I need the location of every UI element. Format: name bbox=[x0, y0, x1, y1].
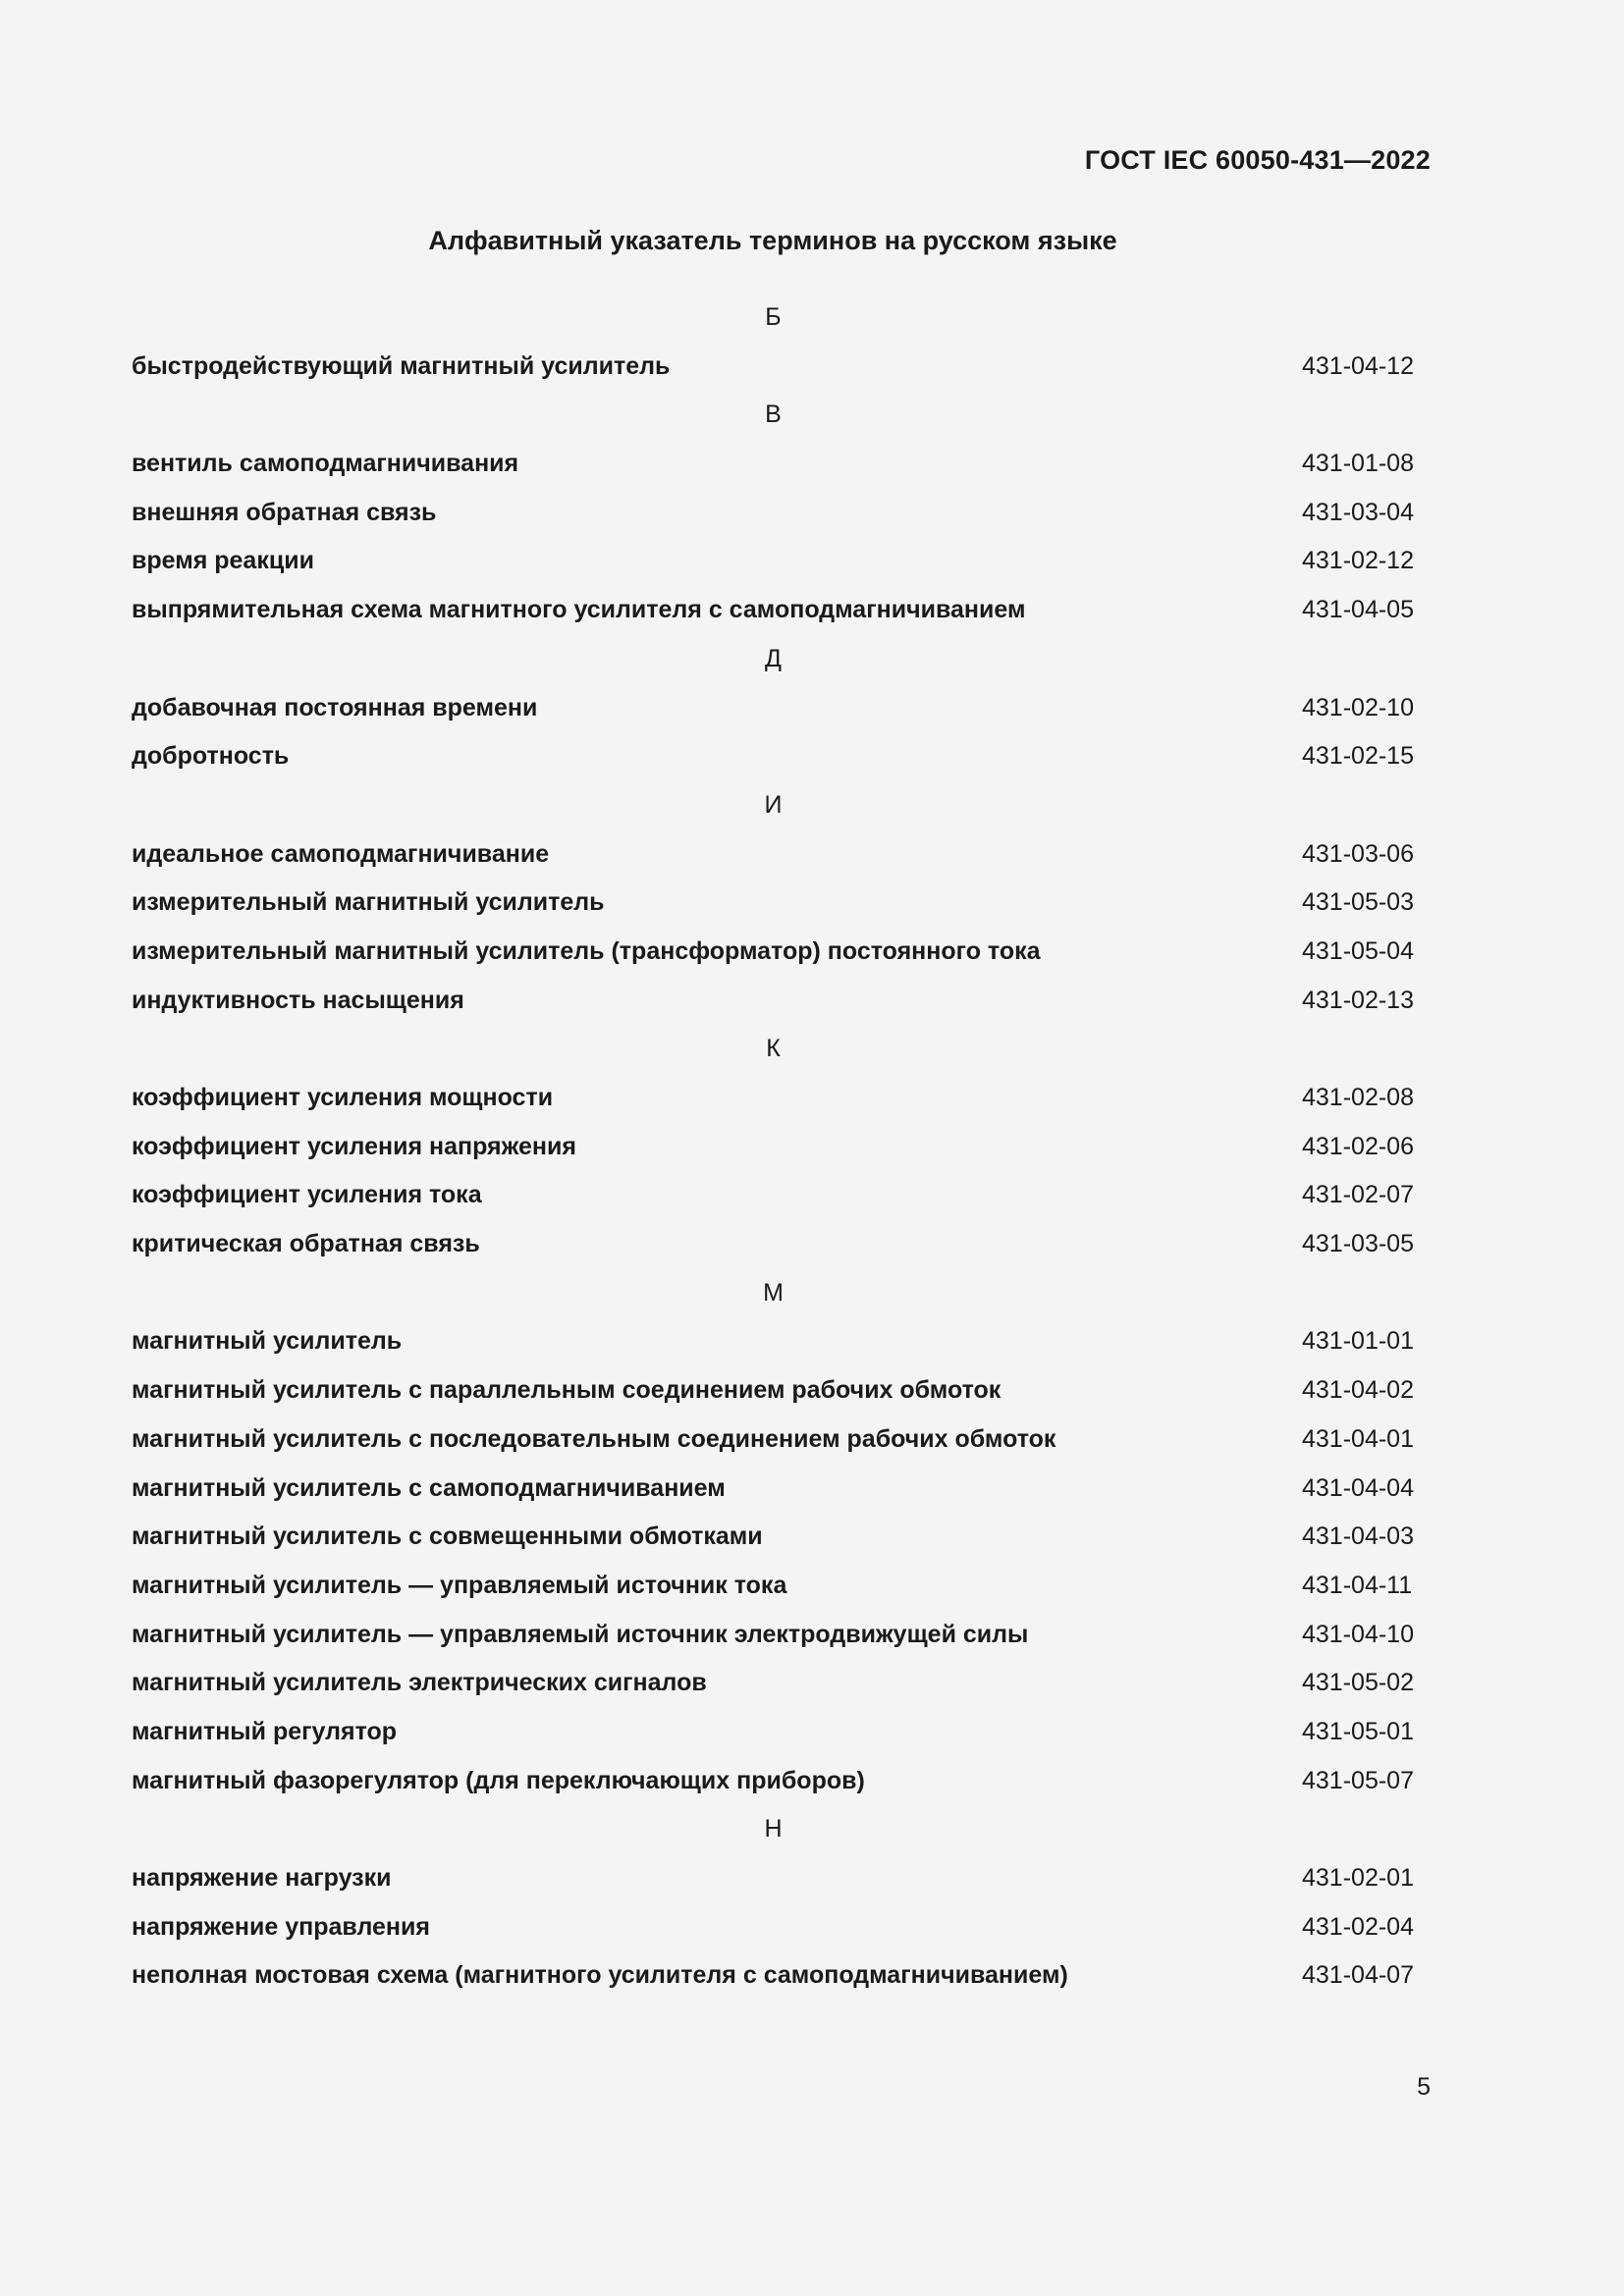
index-entry bbox=[132, 1712, 1415, 1761]
entry-code: 431-05-01 bbox=[1302, 1717, 1414, 1745]
section-letter: Б bbox=[765, 303, 782, 331]
entry-code: 431-01-01 bbox=[1302, 1327, 1414, 1356]
entry-code: 431-01-08 bbox=[1302, 450, 1414, 478]
entry-term: внешняя обратная связь bbox=[132, 498, 437, 526]
entry-code: 431-05-02 bbox=[1302, 1669, 1414, 1697]
entry-code: 431-02-04 bbox=[1302, 1912, 1414, 1941]
entry-term: магнитный усилитель с самоподмагничиванием bbox=[132, 1473, 726, 1502]
page-number: 5 bbox=[1417, 2073, 1431, 2101]
entry-term: коэффициент усиления мощности bbox=[132, 1084, 554, 1111]
entry-code: 431-03-04 bbox=[1302, 498, 1414, 526]
entry-term: магнитный фазорегулятор (для переключающих приборов) bbox=[132, 1766, 865, 1794]
section-letter: Д bbox=[765, 644, 782, 672]
section-letter: Н bbox=[764, 1815, 783, 1843]
entry-term: измерительный магнитный усилитель bbox=[132, 888, 605, 917]
entry-code: 431-02-07 bbox=[1302, 1181, 1414, 1209]
entry-code: 431-04-05 bbox=[1302, 596, 1414, 624]
entry-term: идеальное самоподмагничивание bbox=[132, 839, 550, 868]
entry-code: 431-04-03 bbox=[1302, 1522, 1414, 1551]
entry-code: 431-04-04 bbox=[1302, 1473, 1414, 1502]
entry-term: магнитный регулятор bbox=[132, 1717, 398, 1745]
entry-term: индуктивность насыщения bbox=[132, 986, 464, 1014]
entry-term: время реакции bbox=[132, 547, 314, 575]
entry-code: 431-02-01 bbox=[1302, 1864, 1414, 1892]
index-entry bbox=[132, 1078, 1415, 1127]
entry-code: 431-02-15 bbox=[1302, 742, 1414, 771]
entry-term: коэффициент усиления напряжения bbox=[132, 1132, 576, 1160]
index-entry bbox=[132, 981, 1415, 1030]
entry-term: магнитный усилитель с параллельным соединением рабочих обмоток bbox=[132, 1376, 1001, 1405]
entry-term: критическая обратная связь bbox=[132, 1230, 480, 1258]
entry-code: 431-04-02 bbox=[1302, 1376, 1414, 1405]
index-entry bbox=[132, 1419, 1415, 1468]
entry-code: 431-04-01 bbox=[1302, 1424, 1414, 1453]
index-entry bbox=[132, 932, 1415, 981]
entry-term: добротность bbox=[132, 742, 290, 771]
index-entry bbox=[132, 444, 1415, 493]
entry-code: 431-02-10 bbox=[1302, 693, 1414, 721]
entry-term: неполная мостовая схема (магнитного усилителя с самоподмагничиванием) bbox=[132, 1961, 1068, 1990]
index-title: Алфавитный указатель терминов на русском языке bbox=[428, 226, 1117, 255]
entry-code: 431-02-13 bbox=[1302, 986, 1414, 1014]
entry-code: 431-02-08 bbox=[1302, 1084, 1414, 1111]
entry-code: 431-02-06 bbox=[1302, 1132, 1414, 1160]
entry-code: 431-04-11 bbox=[1302, 1571, 1413, 1599]
index-entry bbox=[132, 541, 1415, 590]
index-entry bbox=[132, 1858, 1415, 1907]
entry-code: 431-04-12 bbox=[1302, 351, 1414, 380]
entry-term: магнитный усилитель электрических сигналов bbox=[132, 1669, 707, 1697]
index-entry bbox=[132, 1468, 1415, 1518]
index-entry bbox=[132, 736, 1415, 785]
section-letter: К bbox=[766, 1035, 781, 1063]
entry-term: коэффициент усиления тока bbox=[132, 1181, 482, 1209]
index-entry bbox=[132, 1175, 1415, 1224]
index-entry bbox=[132, 882, 1415, 932]
index-entry bbox=[132, 347, 1415, 396]
index-entry bbox=[132, 1370, 1415, 1419]
entry-term: выпрямительная схема магнитного усилителя с самоподмагничиванием bbox=[132, 596, 1026, 624]
index-entry bbox=[132, 590, 1415, 639]
entry-term: магнитный усилитель с последовательным соединением рабочих обмоток bbox=[132, 1424, 1056, 1453]
entry-term: напряжение нагрузки bbox=[132, 1864, 392, 1892]
entry-term: быстродействующий магнитный усилитель bbox=[132, 351, 671, 380]
entry-code: 431-03-06 bbox=[1302, 839, 1414, 868]
index-entry bbox=[132, 1955, 1415, 2004]
index-entry bbox=[132, 1663, 1415, 1712]
entry-term: магнитный усилитель — управляемый источник тока bbox=[132, 1571, 787, 1599]
entry-term: добавочная постоянная времени bbox=[132, 693, 538, 721]
term-index bbox=[132, 297, 1415, 2004]
index-entry bbox=[132, 1224, 1415, 1273]
section-letter: М bbox=[763, 1278, 784, 1307]
entry-code: 431-04-10 bbox=[1302, 1620, 1414, 1648]
entry-term: магнитный усилитель bbox=[132, 1327, 403, 1356]
index-entry bbox=[132, 834, 1415, 883]
entry-term: измерительный магнитный усилитель (трансформатор) постоянного тока bbox=[132, 936, 1041, 965]
index-entry bbox=[132, 493, 1415, 542]
entry-term: магнитный усилитель — управляемый источник электродвижущей силы bbox=[132, 1620, 1029, 1648]
index-entry bbox=[132, 1907, 1415, 1956]
entry-code: 431-05-07 bbox=[1302, 1766, 1414, 1794]
entry-term: магнитный усилитель с совмещенными обмотками bbox=[132, 1522, 763, 1551]
index-entry bbox=[132, 1517, 1415, 1566]
index-entry bbox=[132, 1566, 1415, 1615]
entry-code: 431-02-12 bbox=[1302, 547, 1414, 575]
index-entry bbox=[132, 688, 1415, 737]
entry-term: вентиль самоподмагничивания bbox=[132, 450, 519, 478]
index-entry bbox=[132, 1761, 1415, 1810]
entry-code: 431-05-04 bbox=[1302, 936, 1414, 965]
index-entry bbox=[132, 1321, 1415, 1370]
section-letter: И bbox=[764, 790, 783, 819]
index-entry bbox=[132, 1127, 1415, 1176]
index-entry bbox=[132, 1615, 1415, 1664]
entry-code: 431-03-05 bbox=[1302, 1230, 1414, 1258]
entry-term: напряжение управления bbox=[132, 1912, 430, 1941]
section-letter: В bbox=[765, 400, 782, 429]
entry-code: 431-04-07 bbox=[1302, 1961, 1414, 1990]
document-code: ГОСТ IEC 60050-431—2022 bbox=[1084, 145, 1431, 175]
entry-code: 431-05-03 bbox=[1302, 888, 1414, 917]
